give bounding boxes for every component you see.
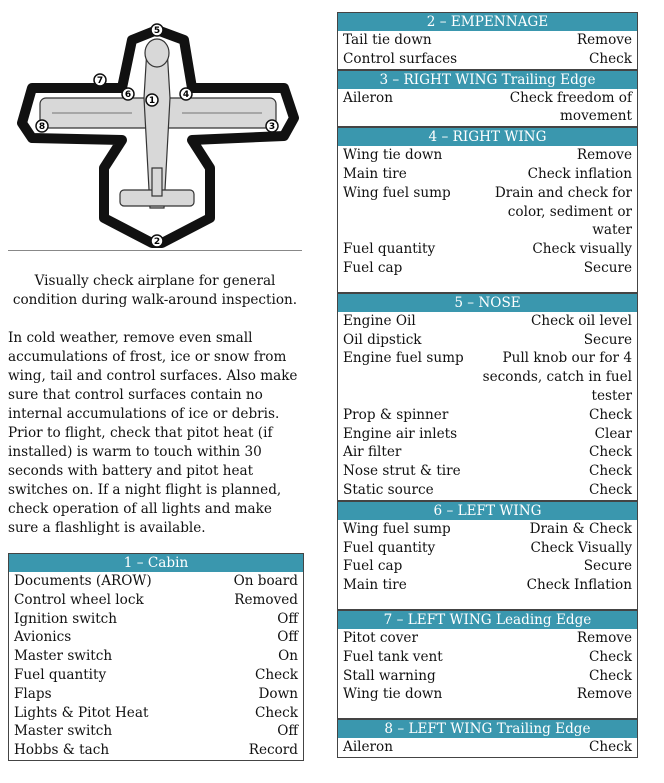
checklist-item: Wing fuel sump — [343, 184, 451, 201]
svg-text:1: 1 — [148, 96, 156, 106]
section-right-wing — [337, 127, 638, 293]
checklist-item: Pitot cover — [343, 629, 418, 646]
checklist-item: Avionics — [14, 629, 72, 646]
section-title: 7 – LEFT WING Leading Edge — [338, 611, 637, 629]
checklist-action: Check — [588, 463, 632, 480]
checklist-item: Flaps — [14, 685, 52, 702]
checklist-action: Remove — [576, 147, 632, 164]
checklist-item: Fuel quantity — [343, 241, 436, 258]
svg-text:5: 5 — [153, 26, 161, 36]
checklist-action: Remove — [576, 32, 632, 48]
marker-6 — [122, 88, 134, 100]
checklist-row — [9, 722, 303, 741]
checklist-row — [338, 443, 637, 462]
checklist-action: Remove — [576, 629, 632, 646]
checklist-row — [9, 591, 303, 610]
checklist-row — [338, 312, 637, 331]
checklist-item: Hobbs & tach — [14, 742, 110, 759]
checklist-action: Check Visually — [530, 539, 632, 556]
intro-summary: Visually check airplane for general condition during walk-around inspection. — [12, 273, 298, 308]
checklist-item: Oil dipstick — [343, 331, 422, 348]
checklist-row — [338, 648, 637, 667]
checklist-row — [338, 520, 637, 539]
checklist-action: Down — [258, 685, 298, 702]
checklist-action: Check visually — [532, 241, 632, 258]
divider — [8, 250, 302, 251]
checklist-row — [338, 557, 637, 576]
svg-text:3: 3 — [268, 122, 276, 132]
checklist-action: Secure — [583, 558, 632, 575]
checklist-action: Secure — [583, 331, 632, 348]
checklist-row — [338, 259, 637, 278]
checklist-row — [338, 539, 637, 558]
marker-1 — [146, 94, 158, 106]
checklist-row — [9, 610, 303, 629]
checklist-action: Check — [588, 406, 632, 423]
checklist-row — [338, 481, 637, 500]
checklist-item: Prop & spinner — [343, 406, 449, 423]
checklist-action: Remove — [576, 686, 632, 703]
checklist-item: Nose strut & tire — [343, 463, 461, 480]
checklist-row — [338, 165, 637, 184]
checklist-action: Check — [588, 50, 632, 67]
checklist-row — [338, 146, 637, 165]
checklist-item: Documents (AROW) — [14, 573, 152, 589]
section-left-wing-leading-edge — [337, 610, 638, 719]
checklist-action: Check — [588, 444, 632, 461]
checklist-item: Stall warning — [343, 667, 436, 684]
checklist-action: Check — [588, 667, 632, 684]
checklist-item: Wing tie down — [343, 147, 443, 164]
checklist-action: Off — [277, 629, 298, 646]
checklist-action: Check Inflation — [526, 577, 632, 594]
checklist-action: Secure — [583, 259, 632, 276]
checklist-action: Drain & Check — [529, 520, 632, 537]
walkaround-diagram — [12, 18, 302, 253]
checklist-item: Ignition switch — [14, 610, 118, 627]
marker-2 — [151, 235, 163, 247]
checklist-item: Engine air inlets — [343, 425, 458, 442]
checklist-row — [9, 628, 303, 647]
section-left-wing-trailing-edge — [337, 719, 638, 758]
checklist-row — [338, 50, 637, 69]
checklist-row — [9, 685, 303, 704]
section-title: 1 – Cabin — [9, 554, 303, 572]
section-nose — [337, 293, 638, 501]
checklist-row — [338, 184, 637, 240]
checklist-item: Tail tie down — [343, 32, 432, 48]
checklist-row — [338, 331, 637, 350]
intro-cold-weather: In cold weather, remove even small accumulations of frost, ice or snow from wing, tail and control surfaces. Also make sure that control surfaces contain no internal accumulations of ice or debris. Prior to flight, check that pitot heat (if installed) is warm to touch within 30 seconds with battery and pitot heat switches on. If a night flight is planned, check operation of all lights and make sure a flashlight is available. — [8, 330, 298, 536]
checklist-action: Record — [248, 742, 298, 759]
checklist-row — [338, 31, 637, 50]
svg-text:4: 4 — [182, 90, 190, 100]
checklist-row — [9, 647, 303, 666]
checklist-item: Lights & Pitot Heat — [14, 704, 149, 721]
checklist-item: Fuel cap — [343, 259, 403, 276]
checklist-action: On board — [233, 573, 298, 589]
checklist-row — [338, 629, 637, 648]
checklist-row — [9, 666, 303, 685]
section-title: 5 – NOSE — [338, 294, 637, 312]
checklist-row — [338, 667, 637, 686]
checklist-row — [338, 349, 637, 405]
checklist-item: Air filter — [343, 444, 402, 461]
checklist-item: Engine Oil — [343, 312, 416, 329]
checklist-item: Main tire — [343, 577, 407, 594]
section-title: 3 – RIGHT WING Trailing Edge — [338, 71, 637, 89]
checklist-row — [338, 240, 637, 259]
marker-3 — [266, 120, 278, 132]
checklist-item: Static source — [343, 481, 434, 498]
marker-7 — [94, 74, 106, 86]
checklist-row — [338, 89, 637, 127]
checklist-action: Drain and check for color, sediment or water — [494, 184, 632, 239]
section-left-wing — [337, 501, 638, 610]
right-column — [337, 12, 638, 758]
checklist-row — [338, 462, 637, 481]
checklist-action: Pull knob our for 4 seconds, catch in fuel tester — [482, 350, 632, 404]
checklist-row — [338, 685, 637, 704]
checklist-action: Off — [277, 723, 298, 740]
section-title: 4 – RIGHT WING — [338, 128, 637, 146]
checklist-row — [9, 704, 303, 723]
svg-text:7: 7 — [96, 76, 104, 86]
section-cabin — [8, 553, 304, 761]
checklist-row — [338, 576, 637, 595]
checklist-action: On — [278, 648, 298, 665]
checklist-action: Off — [277, 610, 298, 627]
marker-4 — [180, 88, 192, 100]
checklist-item: Engine fuel sump — [343, 350, 464, 367]
checklist-action: Check oil level — [530, 312, 632, 329]
checklist-item: Control wheel lock — [14, 591, 144, 608]
svg-text:2: 2 — [153, 237, 161, 247]
checklist-row — [338, 425, 637, 444]
checklist-item: Main tire — [343, 165, 407, 182]
marker-8 — [36, 120, 48, 132]
section-title: 8 – LEFT WING Trailing Edge — [338, 720, 637, 738]
checklist-item: Fuel tank vent — [343, 648, 443, 665]
checklist-action: Check freedom of movement — [509, 89, 632, 125]
checklist-row — [338, 738, 637, 757]
svg-text:6: 6 — [124, 90, 132, 100]
section-title: 2 – EMPENNAGE — [338, 13, 637, 31]
checklist-action: Check — [254, 666, 298, 683]
checklist-action: Check inflation — [527, 165, 632, 182]
section-empennage — [337, 12, 638, 70]
marker-5 — [151, 24, 163, 36]
checklist-item: Aileron — [343, 89, 393, 106]
svg-text:8: 8 — [38, 122, 46, 132]
checklist-action: Clear — [594, 425, 632, 442]
checklist-item: Wing fuel sump — [343, 520, 451, 537]
checklist-row — [338, 406, 637, 425]
checklist-item: Control surfaces — [343, 50, 458, 67]
checklist-item: Master switch — [14, 648, 113, 665]
checklist-item: Master switch — [14, 723, 113, 740]
checklist-action: Check — [588, 648, 632, 665]
checklist-action: Removed — [234, 591, 298, 608]
airplane-icon — [40, 39, 276, 208]
checklist-item: Fuel quantity — [14, 666, 107, 683]
section-right-wing-trailing-edge — [337, 70, 638, 128]
checklist-item: Fuel quantity — [343, 539, 436, 556]
checklist-row — [9, 572, 303, 591]
section-title: 6 – LEFT WING — [338, 502, 637, 520]
checklist-row — [9, 741, 303, 760]
checklist-item: Wing tie down — [343, 686, 443, 703]
checklist-action: Check — [588, 739, 632, 756]
checklist-action: Check — [254, 704, 298, 721]
checklist-item: Fuel cap — [343, 558, 403, 575]
checklist-action: Check — [588, 481, 632, 498]
checklist-item: Aileron — [343, 739, 393, 756]
